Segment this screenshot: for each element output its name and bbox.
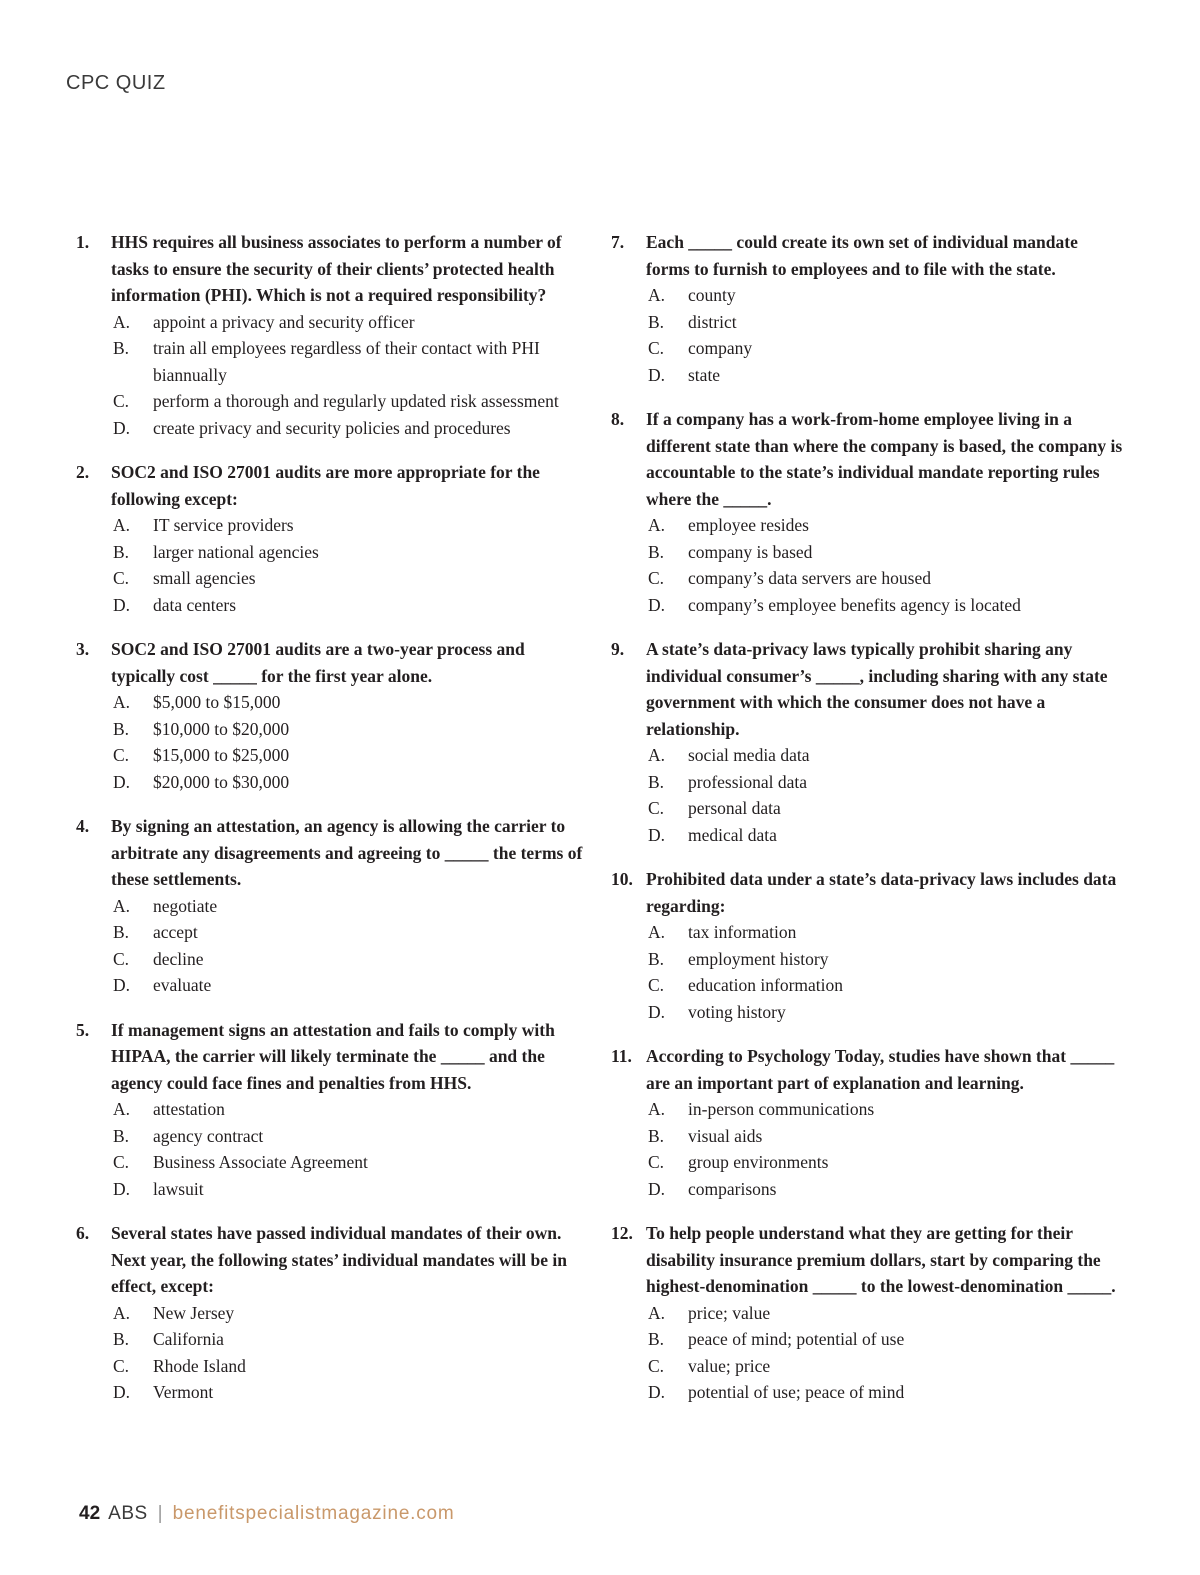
answer-options [111,1096,592,1202]
option-letter: C. [113,948,130,969]
option-text: voting history [688,1001,786,1022]
answer-option [646,1123,1125,1150]
option-letter: A. [648,515,666,535]
answer-option [111,1326,592,1353]
answer-options [646,512,1125,618]
answer-options [646,1096,1125,1202]
question-number: 11. [611,1046,632,1066]
option-text: agency contract [153,1125,264,1146]
option-text: company’s data servers are housed [688,568,931,588]
option-text: small agencies [153,568,256,588]
quiz-question [611,1220,1125,1406]
option-letter: C. [648,798,665,818]
question-number: 7. [611,232,625,252]
answer-option [111,592,592,619]
answer-option [111,1176,592,1203]
question-text: Each _____ could create its own set of individual mandate forms to furnish to employees and to file with the state. [646,232,1078,279]
quiz-question [76,813,592,999]
option-text: visual aids [688,1125,763,1146]
option-text: price; value [688,1302,771,1323]
option-letter: B. [648,948,665,969]
answer-options [646,1300,1125,1406]
answer-option [111,946,592,973]
answer-option [111,1353,592,1380]
answer-option [646,282,1125,309]
quiz-question [611,866,1125,1025]
answer-option [646,795,1125,822]
option-letter: C. [113,1355,130,1376]
answer-option [646,512,1125,539]
option-letter: D. [648,594,666,615]
option-letter: A. [113,515,131,535]
question-text: SOC2 and ISO 27001 audits are more appropriate for the following except: [111,462,540,509]
answer-option [646,1096,1125,1123]
answer-options [646,742,1125,848]
answer-options [646,919,1125,1025]
option-text: personal data [688,798,781,818]
option-letter: C. [113,391,130,411]
answer-option [111,388,592,415]
option-text: in-person communications [688,1099,875,1119]
answer-options [111,689,592,795]
quiz-question [611,1043,1125,1202]
question-number: 8. [611,409,625,429]
option-text: Vermont [153,1382,214,1402]
footer-separator: | [157,1503,163,1524]
option-letter: D. [113,417,131,438]
question-text: Several states have passed individual mandates of their own. Next year, the following states’ individual mandates will be in effect, except: [111,1223,567,1296]
answer-option [111,1300,592,1327]
option-text: $10,000 to $20,000 [153,718,290,739]
option-text: value; price [688,1355,771,1376]
question-text: If management signs an attestation and fails to comply with HIPAA, the carrier will likely terminate the _____ and the agency could face fines and penalties from HHS. [111,1019,555,1093]
answer-option [111,512,592,539]
option-letter: A. [648,922,666,942]
option-text: larger national agencies [153,541,319,562]
answer-option [646,335,1125,362]
question-text: To help people understand what they are getting for their disability insurance premium dollars, start by comparing the highest-denomination _____ to the lowest-denomination _____. [646,1223,1116,1296]
question-column-right [611,229,1125,1424]
answer-options [111,309,592,442]
answer-option [646,1176,1125,1203]
answer-option [646,946,1125,973]
option-letter: C. [648,1355,665,1376]
option-text: tax information [688,922,797,942]
option-text: comparisons [688,1178,777,1199]
option-letter: B. [113,1125,130,1146]
option-text: social media data [688,745,810,765]
option-letter: A. [113,1099,131,1119]
option-text: peace of mind; potential of use [688,1329,905,1349]
option-letter: D. [648,1001,666,1022]
answer-option [646,1353,1125,1380]
option-text: decline [153,948,204,969]
option-letter: A. [648,1099,666,1119]
quiz-question [611,636,1125,848]
option-letter: A. [113,692,131,712]
answer-option [646,1149,1125,1176]
option-text: professional data [688,771,808,792]
question-number: 1. [76,232,90,252]
answer-option [111,335,592,388]
option-letter: A. [648,285,666,305]
option-letter: C. [648,568,665,588]
answer-option [646,592,1125,619]
quiz-question [76,636,592,795]
option-text: county [688,285,736,305]
option-letter: D. [648,1178,666,1199]
answer-option [646,999,1125,1026]
answer-option [646,1326,1125,1353]
answer-options [111,512,592,618]
answer-option [646,362,1125,389]
option-letter: B. [113,922,130,942]
option-letter: C. [648,1152,665,1172]
option-text: district [688,311,737,332]
option-text: lawsuit [153,1178,204,1199]
website-link[interactable]: benefitspecialistmagazine.com [172,1503,455,1524]
answer-option [646,822,1125,849]
question-text: According to Psychology Today, studies have shown that _____ are an important part of explanation and learning. [646,1046,1115,1093]
option-text: data centers [153,594,237,615]
question-number: 2. [76,462,90,482]
option-text: perform a thorough and regularly updated risk assessment [153,391,559,411]
quiz-question [76,1220,592,1406]
question-text: HHS requires all business associates to perform a number of tasks to ensure the security of their clients’ protected health information (PHI). Which is not a required responsibility? [111,232,562,305]
option-text: attestation [153,1099,225,1119]
option-letter: D. [648,824,666,845]
option-letter: B. [648,771,665,792]
question-text: By signing an attestation, an agency is allowing the carrier to arbitrate any disagreements and agreeing to _____ the terms of these settlements. [111,816,583,889]
question-number: 4. [76,816,90,836]
answer-option [111,742,592,769]
answer-option [646,769,1125,796]
answer-option [111,415,592,442]
question-number: 10. [611,869,633,889]
page-number: 42 [79,1503,101,1524]
question-text: A state’s data-privacy laws typically prohibit sharing any individual consumer’s _____, including sharing with any state government with which the consumer does not have a relationship. [646,639,1108,739]
answer-option [646,539,1125,566]
option-text: $20,000 to $30,000 [153,771,290,792]
option-letter: B. [648,541,665,562]
question-number: 5. [76,1019,90,1040]
section-title: CPC QUIZ [66,72,166,94]
option-letter: D. [113,1382,131,1402]
option-letter: D. [113,594,131,615]
option-text: Business Associate Agreement [153,1152,368,1172]
question-column-left [76,229,592,1424]
option-letter: D. [113,771,131,792]
question-number: 3. [76,639,90,659]
option-letter: D. [648,364,666,385]
option-letter: A. [113,1302,131,1323]
option-text: New Jersey [153,1302,235,1323]
option-letter: B. [648,311,665,332]
option-text: California [153,1329,224,1349]
option-text: company’s employee benefits agency is located [688,594,1021,615]
answer-option [111,1123,592,1150]
answer-option [111,972,592,999]
option-letter: B. [113,1329,130,1349]
option-text: medical data [688,824,777,845]
option-text: evaluate [153,975,212,995]
option-letter: D. [113,975,131,995]
answer-option [111,309,592,336]
option-text: company is based [688,541,813,562]
answer-option [111,769,592,796]
answer-option [111,1096,592,1123]
option-text: education information [688,975,844,995]
quiz-question [76,229,592,441]
option-text: group environments [688,1152,829,1172]
option-letter: A. [113,895,131,916]
quiz-question [76,1017,592,1203]
option-text: negotiate [153,895,218,916]
option-text: company [688,338,753,358]
option-letter: A. [113,311,131,332]
answer-option [646,309,1125,336]
option-text: employment history [688,948,829,969]
question-text: Prohibited data under a state’s data-privacy laws includes data regarding: [646,869,1117,916]
option-letter: A. [648,1302,666,1323]
question-text: If a company has a work-from-home employee living in a different state than where the company is based, the company is accountable to the state’s individual mandate reporting rules where the _____. [646,409,1123,509]
option-letter: A. [648,745,666,765]
answer-option [111,893,592,920]
option-text: $5,000 to $15,000 [153,692,281,712]
option-letter: C. [113,1152,130,1172]
option-text: accept [153,922,198,942]
option-text: potential of use; peace of mind [688,1382,905,1402]
answer-option [646,565,1125,592]
option-letter: B. [648,1125,665,1146]
option-letter: B. [113,338,130,358]
answer-option [646,919,1125,946]
option-text: create privacy and security policies and procedures [153,417,511,438]
option-letter: D. [113,1178,131,1199]
question-number: 6. [76,1223,90,1243]
publication-name: ABS [108,1503,148,1524]
answer-option [646,1300,1125,1327]
option-text: employee resides [688,515,809,535]
option-text: state [688,364,721,385]
quiz-question [611,229,1125,388]
option-letter: B. [648,1329,665,1349]
question-text: SOC2 and ISO 27001 audits are a two-year process and typically cost _____ for the first year alone. [111,639,525,686]
answer-option [111,1149,592,1176]
answer-options [111,1300,592,1406]
answer-option [111,565,592,592]
option-text: $15,000 to $25,000 [153,745,290,765]
question-number: 9. [611,639,625,659]
quiz-question [76,459,592,618]
option-letter: C. [113,745,130,765]
answer-option [111,919,592,946]
answer-option [111,1379,592,1406]
answer-option [646,972,1125,999]
quiz-question [611,406,1125,618]
option-letter: C. [113,568,130,588]
answer-option [111,716,592,743]
answer-option [111,689,592,716]
answer-option [646,1379,1125,1406]
page-footer [79,1503,455,1525]
option-letter: C. [648,975,665,995]
answer-option [111,539,592,566]
option-letter: D. [648,1382,666,1402]
option-text: appoint a privacy and security officer [153,311,415,332]
option-text: train all employees regardless of their contact with PHI biannually [153,338,540,385]
option-letter: B. [113,541,130,562]
option-text: Rhode Island [153,1355,246,1376]
option-letter: C. [648,338,665,358]
answer-options [646,282,1125,388]
question-number: 12. [611,1223,633,1243]
answer-options [111,893,592,999]
option-letter: B. [113,718,130,739]
answer-option [646,742,1125,769]
option-text: IT service providers [153,515,294,535]
